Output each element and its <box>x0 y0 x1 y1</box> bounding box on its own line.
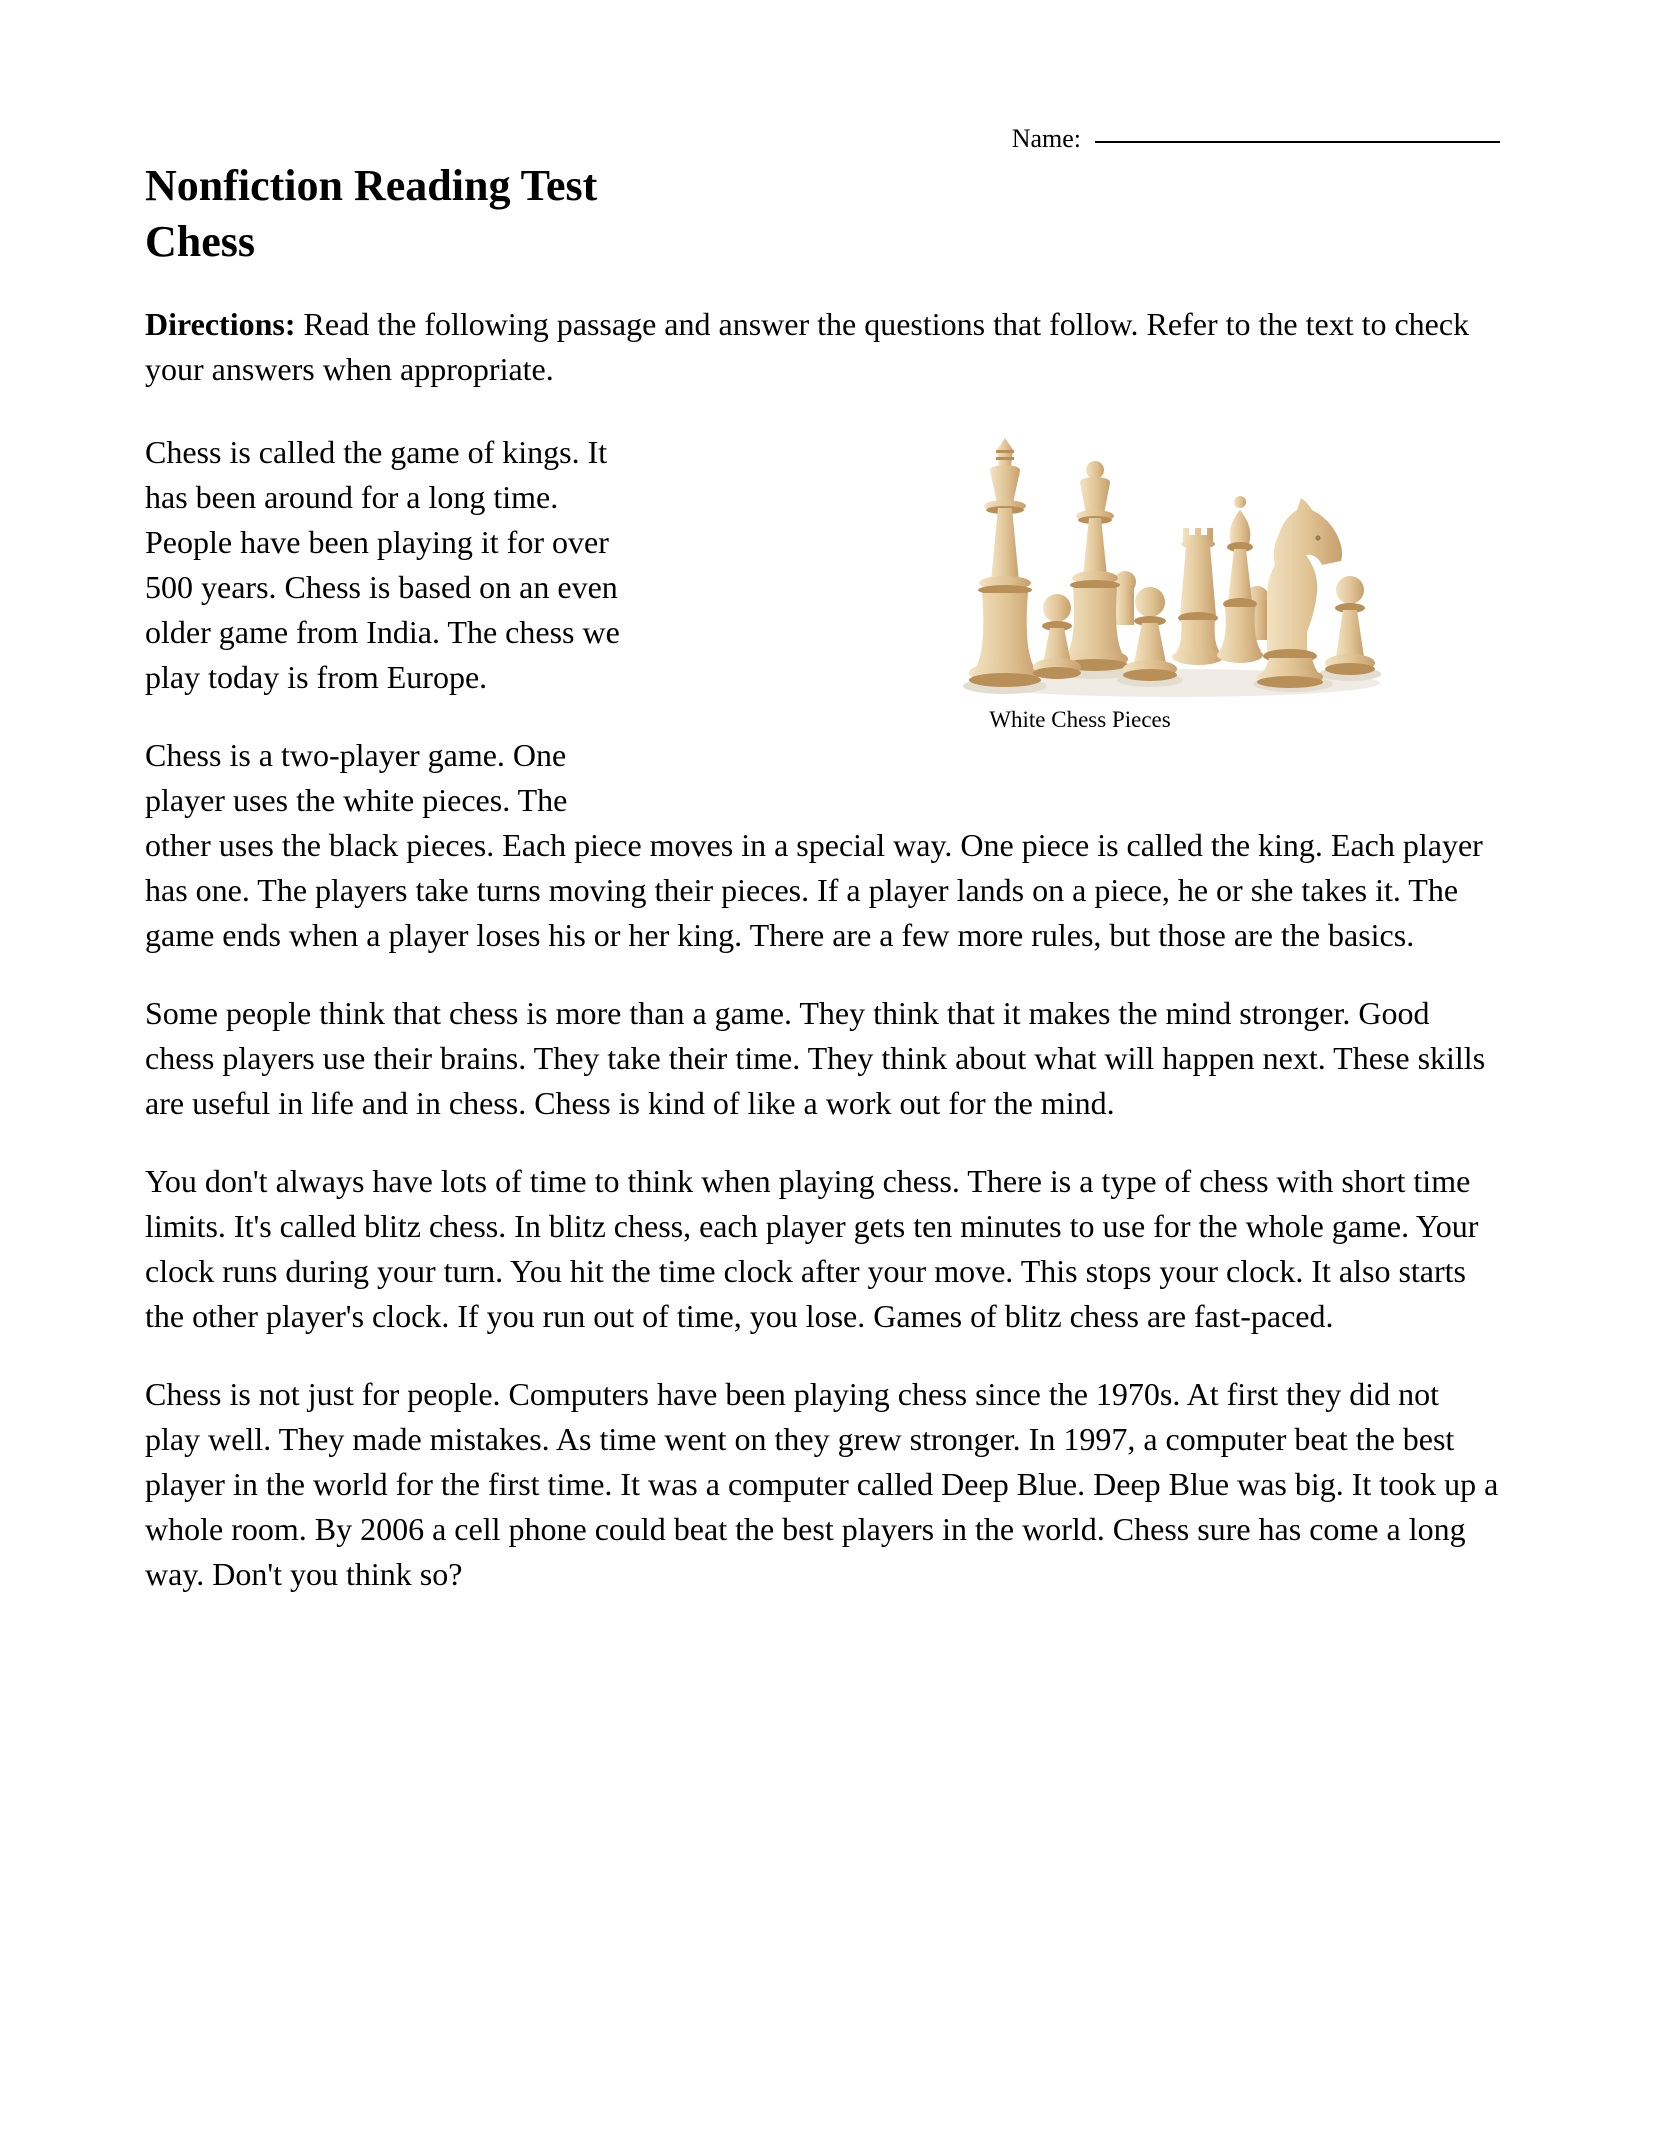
rook-piece <box>1172 528 1224 665</box>
page-subtitle: Chess <box>145 217 256 266</box>
chess-pieces-illustration <box>945 430 1390 702</box>
passage <box>145 430 1500 1597</box>
photo-caption: White Chess Pieces <box>989 707 1171 732</box>
chess-photo-figure <box>660 430 1500 822</box>
directions-label: Directions: <box>145 306 296 342</box>
passage-paragraph-2: Chess is a two-player game. One player uses the white pieces. The other uses the black pieces. Each piece moves in a special way. One piece is called the king. Each player has one. The players take turns moving their pieces. If a player lands on a piece, he or she takes it. The game ends when a player loses his or her king. There are a few more rules, but those are the basics. <box>145 737 1483 953</box>
name-row <box>145 122 1500 156</box>
title-block <box>145 158 1500 270</box>
name-label: Name: <box>1011 124 1081 153</box>
passage-paragraph-3: Some people think that chess is more than a game. They think that it makes the mind stronger. Good chess players use their brains. They take their time. They think about what will happen next. These skills are useful in life and in chess. Chess is kind of like a work out for the mind. <box>145 995 1486 1121</box>
directions <box>145 302 1500 392</box>
pawn-piece-right <box>1325 576 1375 675</box>
passage-paragraph-1: Chess is called the game of kings. It has been around for a long time. People have been playing it for over 500 years. Chess is based on an even older game from India. The chess we play today is from Europe. <box>145 434 620 695</box>
page-title: Nonfiction Reading Test <box>145 161 598 210</box>
queen-piece <box>1062 461 1128 671</box>
name-blank-line <box>1095 141 1500 143</box>
chess-pieces-photo <box>945 430 1390 702</box>
passage-paragraph-5: Chess is not just for people. Computers have been playing chess since the 1970s. At first they did not play well. They made mistakes. As time went on they grew stronger. In 1997, a computer beat the best player in the world for the first time. It was a computer called Deep Blue. Deep Blue was big. It took up a whole room. By 2006 a cell phone could beat the best players in the world. Chess sure has come a long way. Don't you think so? <box>145 1376 1499 1592</box>
passage-paragraph-4: You don't always have lots of time to think when playing chess. There is a type of chess with short time limits. It's called blitz chess. In blitz chess, each player gets ten minutes to use for the whole game. Your clock runs during your turn. You hit the time clock after your move. This stops your clock. It also starts the other player's clock. If you run out of time, you lose. Games of blitz chess are fast-paced. <box>145 1163 1479 1334</box>
directions-text: Read the following passage and answer the questions that follow. Refer to the text to check your answers when appropriate. <box>145 306 1470 387</box>
king-piece <box>969 438 1041 687</box>
